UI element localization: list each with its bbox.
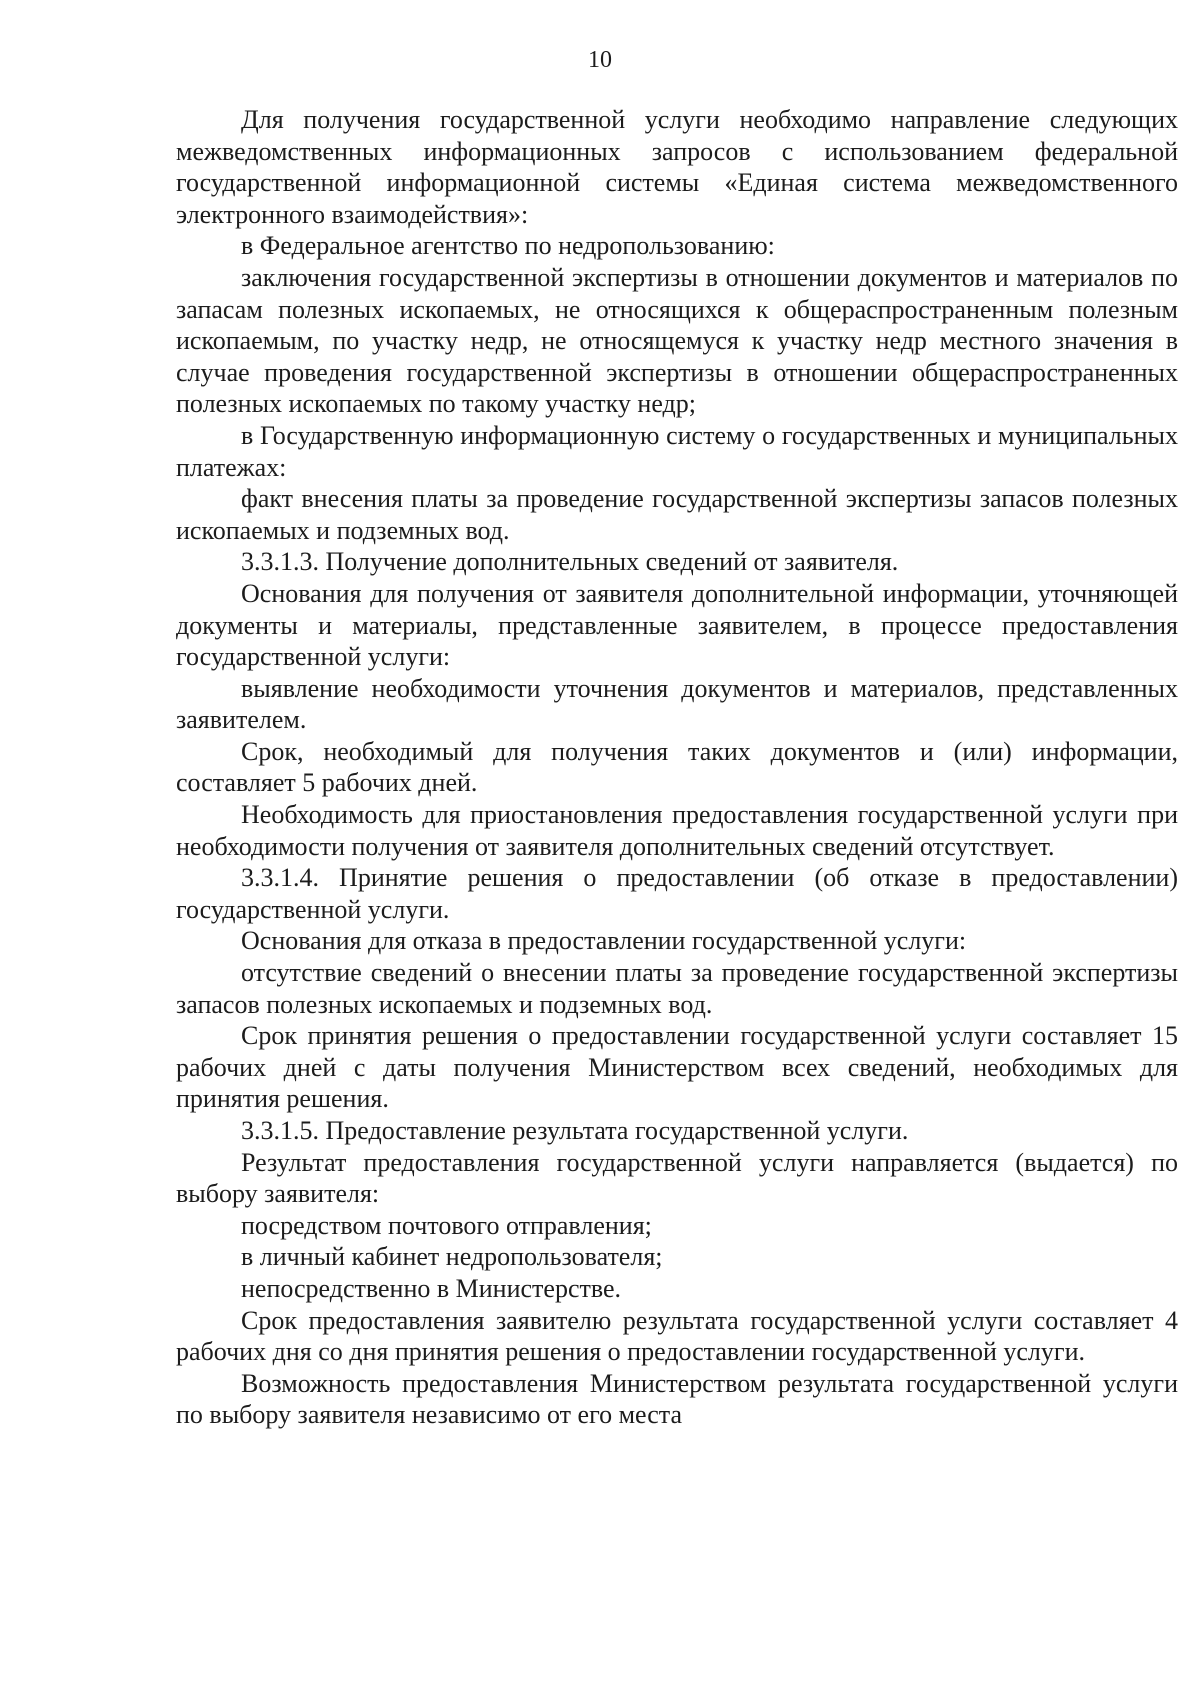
document-body <box>176 104 1178 1431</box>
paragraph: Результат предоставления государственной услуги направляется (выдается) по выбору заявителя: <box>176 1147 1178 1209</box>
section-heading: 3.3.1.4. Принятие решения о предоставлении (об отказе в предоставлении) государственной услуги. <box>176 863 1178 924</box>
paragraph: Срок принятия решения о предоставлении государственной услуги составляет 15 рабочих дней с даты получения Министерством всех сведений, необходимых для принятия решения. <box>176 1021 1178 1114</box>
paragraph: Необходимость для приостановления предоставления государственной услуги при необходимости получения от заявителя дополнительных сведений отсутствует. <box>176 800 1178 861</box>
page-number: 10 <box>588 47 612 73</box>
paragraph: Для получения государственной услуги необходимо направление следующих межведомственных информационных запросов с использованием федеральной государственной информационной системы «Единая система межведомственного электронного взаимодействия»: <box>176 105 1178 229</box>
paragraph: Возможность предоставления Министерством результата государственной услуги по выбору заявителя независимо от его места <box>176 1368 1178 1430</box>
paragraph: в Государственную информационную систему о государственных и муниципальных платежах: <box>176 420 1178 482</box>
paragraph: отсутствие сведений о внесении платы за проведение государственной экспертизы запасов полезных ископаемых и подземных вод. <box>176 958 1178 1019</box>
paragraph: выявление необходимости уточнения документов и материалов, представленных заявителем. <box>176 673 1178 735</box>
list-item: в личный кабинет недропользователя; <box>241 1242 663 1272</box>
paragraph: Основания для отказа в предоставлении государственной услуги: <box>241 926 967 956</box>
paragraph: Срок, необходимый для получения таких документов и (или) информации, составляет 5 рабочих дней. <box>176 736 1178 798</box>
list-item: непосредственно в Министерстве. <box>241 1273 622 1303</box>
section-heading: 3.3.1.5. Предоставление результата государственной услуги. <box>241 1116 909 1145</box>
paragraph: Срок предоставления заявителю результата государственной услуги составляет 4 рабочих дня со дня принятия решения о предоставлении государственной услуги. <box>176 1305 1178 1367</box>
paragraph: факт внесения платы за проведение государственной экспертизы запасов полезных ископаемых и подземных вод. <box>176 484 1178 545</box>
paragraph: в Федеральное агентство по недропользованию: <box>241 231 775 261</box>
paragraph: Основания для получения от заявителя дополнительной информации, уточняющей документы и материалы, представленные заявителем, в процессе предоставления государственной услуги: <box>176 578 1178 672</box>
list-item: посредством почтового отправления; <box>241 1210 652 1240</box>
paragraph: заключения государственной экспертизы в отношении документов и материалов по запасам полезных ископаемых, не относящихся к общераспространенным полезным ископаемым, по участку недр, не относящемуся к участку недр местного значения в случае проведения государственной экспертизы в отношении общераспространенных полезных ископаемых по такому участку недр; <box>176 262 1178 419</box>
section-heading: 3.3.1.3. Получение дополнительных сведений от заявителя. <box>241 547 899 577</box>
